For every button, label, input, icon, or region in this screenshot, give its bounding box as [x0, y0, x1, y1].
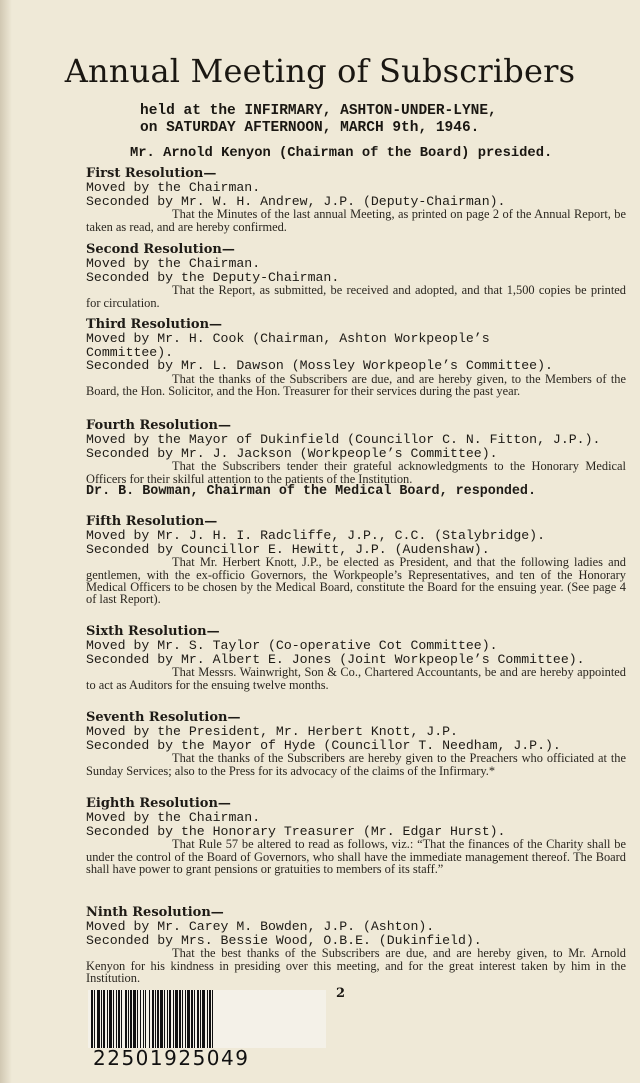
moved-line: Moved by the President, Mr. Herbert Knott, J.P.: [86, 724, 458, 739]
meeting-location: held at the INFIRMARY, ASHTON-UNDER-LYNE,: [140, 103, 497, 119]
resolution-text: That Rule 57 be altered to read as follows, viz.: “That the finances of the Charity shall be under the control of the Board of Governors, who shall have the immediate management thereof. The Board shall have power to grant pensions or gratuities to members of its staff.”: [86, 837, 626, 876]
seconded-line: Seconded by Mr. Albert E. Jones (Joint Workpeople’s Committee).: [86, 651, 585, 667]
barcode-bar: [213, 990, 215, 1048]
seconded-line: Seconded by Councillor E. Hewitt, J.P. (Audenshaw).: [86, 541, 490, 557]
resolution-text: That the Minutes of the last annual Meeting, as printed on page 2 of the Annual Report, be taken as read, and are hereby confirmed.: [86, 207, 626, 234]
resolution-text: That the best thanks of the Subscribers are due, and are hereby given, to Mr. Arnold Kenyon for his kindness in presiding over this meeting, and for the great interest taken by him in the Institution.: [86, 946, 626, 985]
resolution-text: That Messrs. Wainwright, Son & Co., Chartered Accountants, be and are hereby appointed to act as Auditors for the ensuing twelve months.: [86, 665, 626, 692]
resolution-heading: Ninth Resolution—: [86, 905, 224, 920]
moved-line: Moved by Mr. H. Cook (Chairman, Ashton Workpeople’s: [86, 331, 490, 346]
seconded-line: Seconded by the Deputy-Chairman.: [86, 269, 340, 285]
moved-line-continued: Committee).: [86, 344, 174, 360]
resolution-heading: First Resolution—: [86, 166, 217, 181]
resolution-heading: Sixth Resolution—: [86, 624, 220, 639]
seconded-line: Seconded by the Mayor of Hyde (Councillor T. Needham, J.P.).: [86, 737, 561, 753]
resolution-9: [86, 906, 626, 984]
resolution-4: [86, 419, 626, 499]
resolution-text: That the thanks of the Subscribers are due, and are hereby given, to the Members of the Board, the Hon. Solicitor, and the Hon. Treasurer for their services during the past year.: [86, 371, 626, 399]
moved-line: Moved by the Chairman.: [86, 256, 261, 271]
resolution-8: [86, 797, 626, 875]
seconded-line: Seconded by Mr. W. H. Andrew, J.P. (Deputy-Chairman).: [86, 193, 506, 209]
response-line: Dr. B. Bowman, Chairman of the Medical Board, responded.: [86, 484, 536, 499]
seconded-line: Seconded by the Honorary Treasurer (Mr. Edgar Hurst).: [86, 823, 506, 839]
resolution-heading: Eighth Resolution—: [86, 796, 231, 811]
seconded-line: Seconded by Mrs. Bessie Wood, O.B.E. (Dukinfield).: [86, 932, 482, 948]
moved-line: Moved by Mr. S. Taylor (Co-operative Cot Committee).: [86, 638, 498, 653]
page-fold-shadow: [0, 0, 12, 1083]
barcode-number: 22501925049: [93, 1046, 250, 1070]
meeting-details: [140, 103, 600, 137]
moved-line: Moved by the Mayor of Dukinfield (Councillor C. N. Fitton, J.P.).: [86, 432, 601, 447]
resolution-text: That the Report, as submitted, be received and adopted, and that 1,500 copies be printed for circulation.: [86, 283, 626, 310]
barcode-image: [88, 990, 326, 1048]
resolution-1: [86, 167, 626, 233]
moved-line: Moved by the Chairman.: [86, 180, 261, 195]
page-number: 2: [336, 986, 346, 1001]
resolution-heading: Third Resolution—: [86, 317, 223, 332]
seconded-line: Seconded by Mr. L. Dawson (Mossley Workpeople’s Committee).: [86, 358, 553, 374]
page-title: Annual Meeting of Subscribers: [64, 52, 576, 90]
resolution-text: That the thanks of the Subscribers are hereby given to the Preachers who officiated at the Sunday Services; also to the Press for its advocacy of the claims of the Infirmary.*: [86, 751, 626, 778]
resolution-heading: Fifth Resolution—: [86, 514, 218, 529]
resolution-3: [86, 318, 626, 398]
resolution-2: [86, 243, 626, 309]
resolution-7: [86, 711, 626, 777]
moved-line: Moved by Mr. Carey M. Bowden, J.P. (Ashton).: [86, 919, 435, 934]
resolution-text: That Mr. Herbert Knott, J.P., be elected as President, and that the following ladies and gentlemen, with the ex-officio Governors, the Workpeople’s Representatives, and ten of the Honorary Medical Officers to be chosen by the Medical Board, constitute the Board for the ensuing year. (See page 4 of last Report).: [86, 555, 626, 607]
moved-line: Moved by Mr. J. H. I. Radcliffe, J.P., C.C. (Stalybridge).: [86, 528, 545, 543]
resolution-5: [86, 515, 626, 606]
resolution-text: That the Subscribers tender their grateful acknowledgments to the Honorary Medical Officers for their skilful attention to the patients of the Institution.: [86, 459, 626, 486]
resolution-6: [86, 625, 626, 691]
moved-line: Moved by the Chairman.: [86, 810, 261, 825]
resolution-heading: Fourth Resolution—: [86, 418, 231, 433]
resolution-heading: Seventh Resolution—: [86, 710, 241, 725]
presided-line: Mr. Arnold Kenyon (Chairman of the Board) presided.: [130, 146, 553, 161]
resolution-heading: Second Resolution—: [86, 242, 235, 257]
seconded-line: Seconded by Mr. J. Jackson (Workpeople’s Committee).: [86, 445, 498, 461]
meeting-date: on SATURDAY AFTERNOON, MARCH 9th, 1946.: [140, 120, 480, 136]
